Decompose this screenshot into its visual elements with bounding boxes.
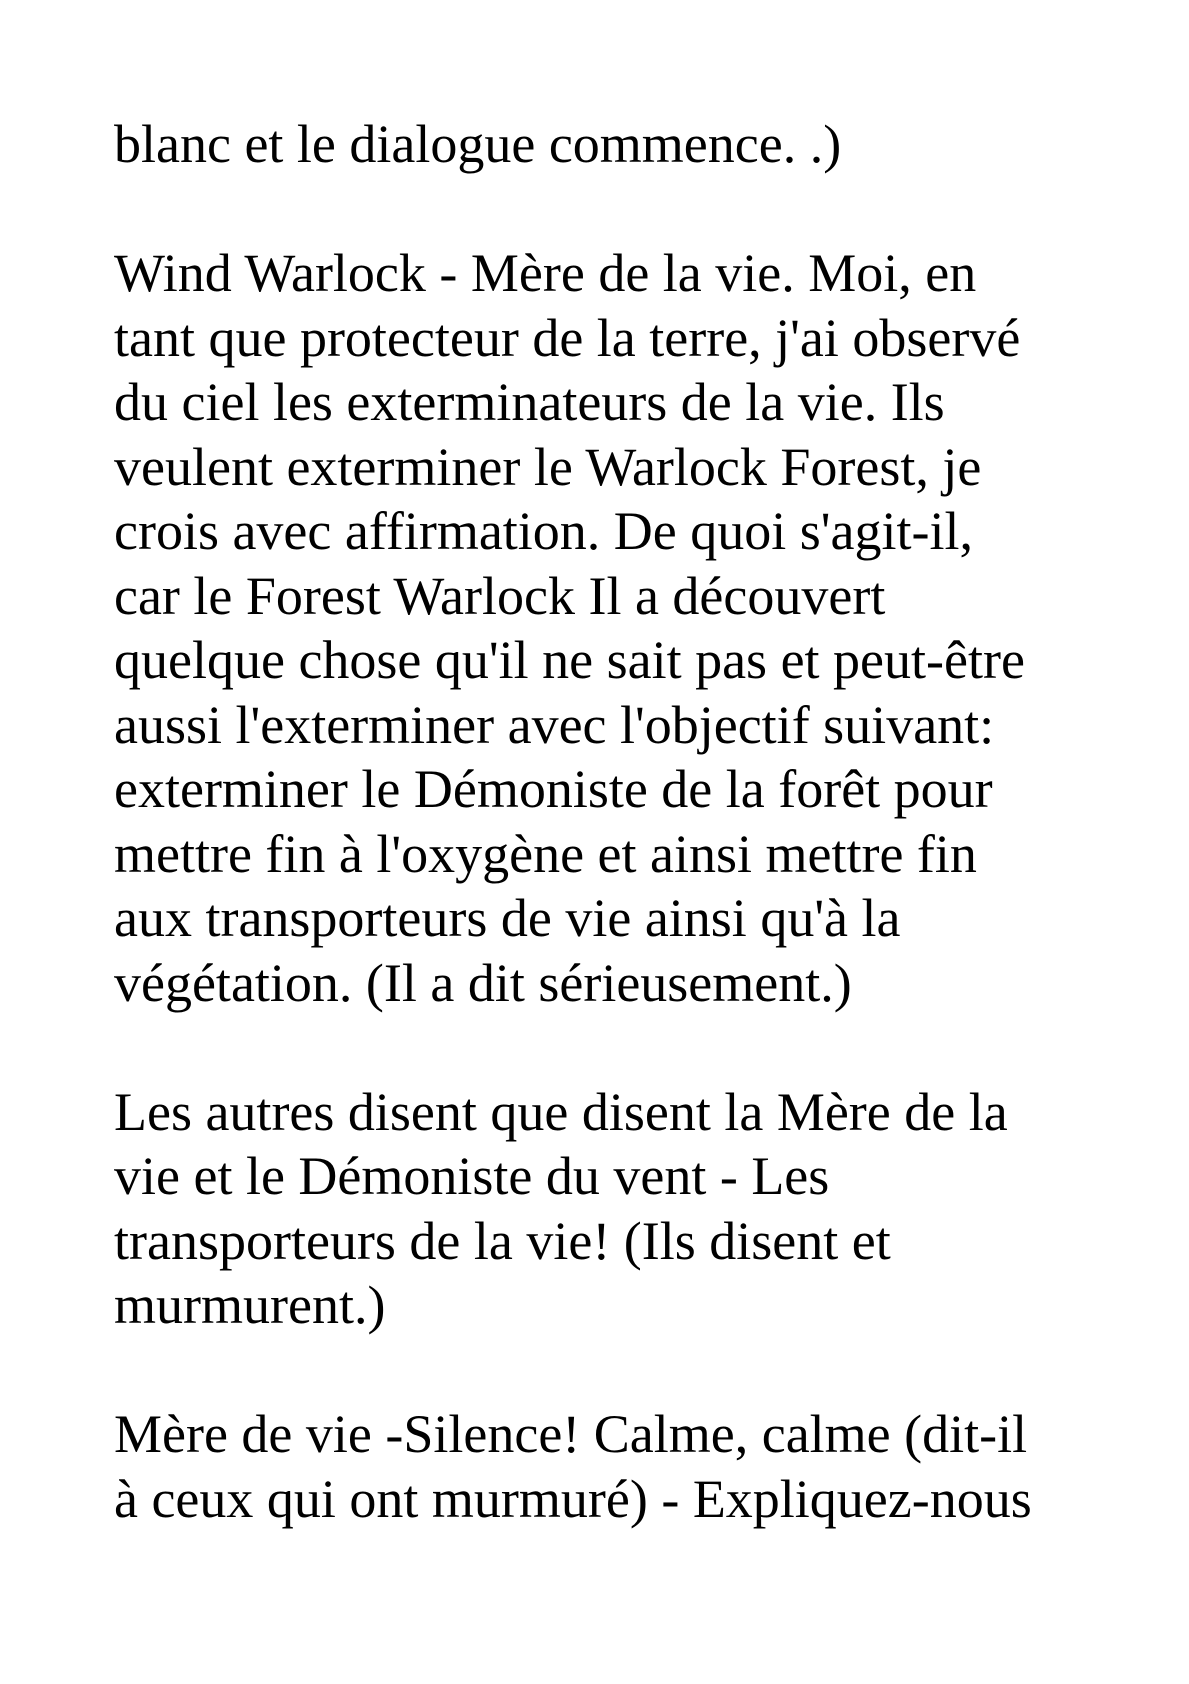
text-line: veulent exterminer le Warlock Forest, je (114, 436, 982, 497)
text-line: tant que protecteur de la terre, j'ai observé (114, 307, 1021, 368)
paragraph-gap (114, 177, 1114, 242)
document-body (114, 112, 1114, 1531)
text-line: murmurent.) (114, 1275, 386, 1335)
paragraph-wind-warlock (114, 241, 1114, 1015)
text-line: crois avec affirmation. De quoi s'agit-il, (114, 501, 973, 561)
text-line: du ciel les exterminateurs de la vie. Ils (114, 372, 945, 432)
text-line: exterminer le Démoniste de la forêt pour (114, 759, 993, 819)
text-line: Les autres disent que disent la Mère de la (114, 1081, 1008, 1142)
text-line: aux transporteurs de vie ainsi qu'à la (114, 888, 901, 948)
paragraph-others (114, 1080, 1114, 1338)
text-line: à ceux qui ont murmuré) - Expliquez-nous (114, 1468, 1032, 1529)
text-line: blanc et le dialogue commence. .) (114, 114, 842, 174)
text-line: transporteurs de la vie! (Ils disent et (114, 1210, 891, 1271)
text-line: mettre fin à l'oxygène et ainsi mettre fin (114, 823, 977, 884)
text-line: vie et le Démoniste du vent - Les (114, 1146, 830, 1206)
paragraph-gap (114, 1338, 1114, 1403)
text-line: Mère de vie -Silence! Calme, calme (dit-il (114, 1404, 1028, 1464)
text-line: végétation. (Il a dit sérieusement.) (114, 952, 852, 1013)
text-line: aussi l'exterminer avec l'objectif suivant: (114, 694, 995, 755)
paragraph-mother-of-life (114, 1402, 1114, 1531)
paragraph-gap (114, 1015, 1114, 1080)
text-line: quelque chose qu'il ne sait pas et peut-être (114, 630, 1025, 690)
text-line: car le Forest Warlock Il a découvert (114, 565, 886, 626)
paragraph-intro (114, 112, 1114, 177)
text-line: Wind Warlock - Mère de la vie. Moi, en (114, 243, 977, 303)
